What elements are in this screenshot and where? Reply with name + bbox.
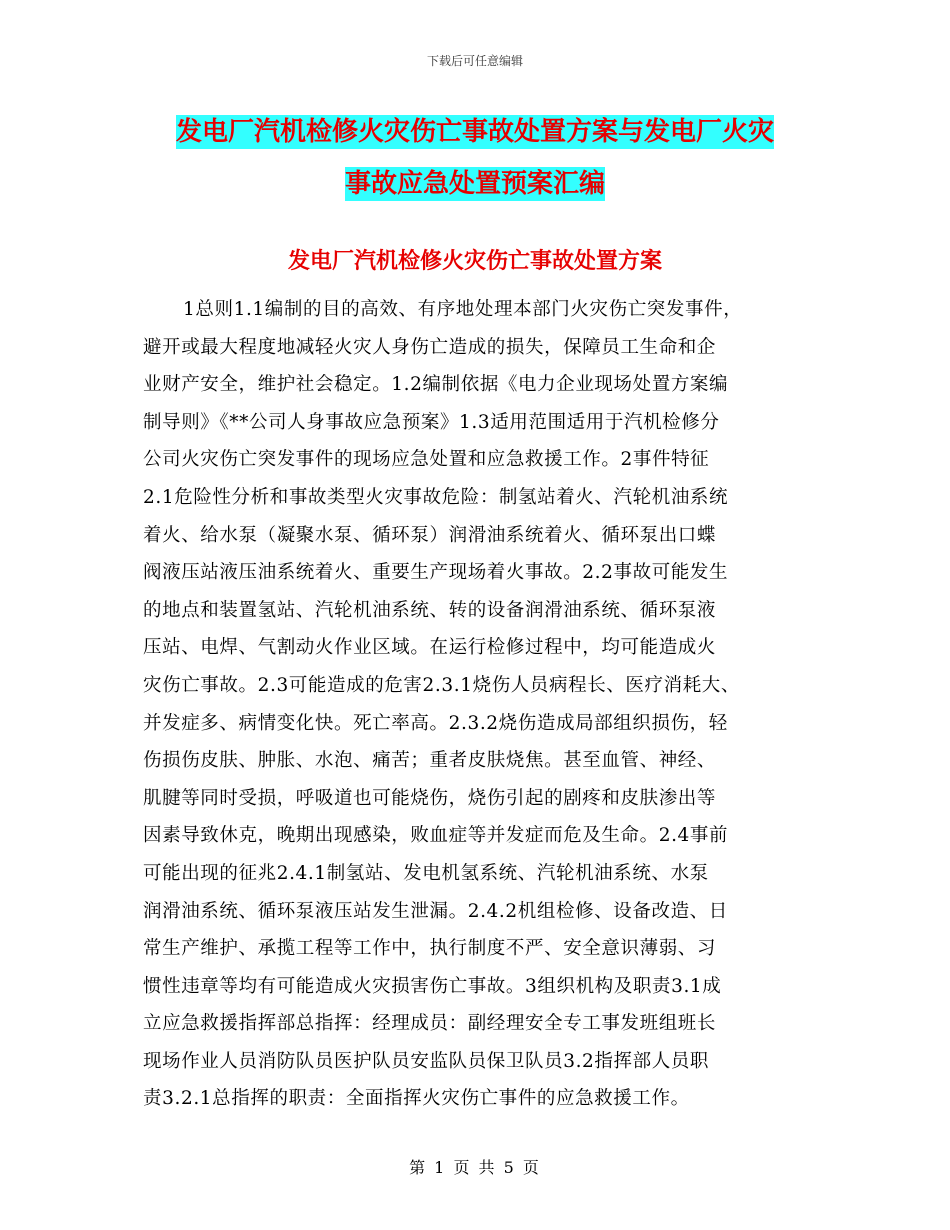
document-title [0,106,950,210]
body-line: 惯性违章等均有可能造成火灾损害伤亡事故。3组织机构及职责3.1成 [143,975,722,997]
body-line: 着火、给水泵（凝聚水泵、循环泵）润滑油系统着火、循环泵出口蝶 [143,524,717,546]
body-line: 制导则》《**公司人身事故应急预案》1.3适用范围适用于汽机检修分 [143,411,720,433]
body-line: 常生产维护、承揽工程等工作中，执行制度不严、安全意识薄弱、习 [143,938,717,960]
document-title-line-2: 事故应急处置预案汇编 [344,169,605,199]
page-footer: 第 1 页 共 5 页 [409,1158,541,1177]
document-title-line-1: 发电厂汽机检修火灾伤亡事故处置方案与发电厂火灾 [175,117,774,147]
section-title: 发电厂汽机检修火灾伤亡事故处置方案 [287,249,662,274]
body-line: 伤损伤皮肤、肿胀、水泡、痛苦；重者皮肤烧焦。甚至血管、神经、 [143,750,717,772]
body-line: 可能出现的征兆2.4.1制氢站、发电机氢系统、汽轮机油系统、水泵 [143,862,709,884]
body-line: 责3.2.1总指挥的职责：全面指挥火灾伤亡事件的应急救援工作。 [143,1088,690,1110]
body-line: 1总则1.1编制的目的高效、有序地处理本部门火灾伤亡突发事件， [183,299,743,320]
body-line: 避开或最大程度地减轻火灾人身伤亡造成的损失，保障员工生命和企 [143,336,717,358]
body-line: 公司火灾伤亡突发事件的现场应急处置和应急救援工作。2事件特征 [143,449,710,471]
body-line: 润滑油系统、循环泵液压站发生泄漏。2.4.2机组检修、设备改造、日 [143,900,728,922]
body-line: 并发症多、病情变化快。死亡率高。2.3.2烧伤造成局部组织损伤，轻 [143,712,728,734]
body-line: 2.1危险性分析和事故类型火灾事故危险：制氢站着火、汽轮机油系统 [143,486,729,508]
body-line: 阀液压站液压油系统着火、重要生产现场着火事故。2.2事故可能发生 [143,562,729,584]
body-line: 灾伤亡事故。2.3可能造成的危害2.3.1烧伤人员病程长、医疗消耗大、 [143,674,740,696]
body-line: 业财产安全，维护社会稳定。1.2编制依据《电力企业现场处置方案编 [143,374,729,396]
body-line: 的地点和装置氢站、汽轮机油系统、转的设备润滑油系统、循环泵液 [143,599,717,621]
body-line: 现场作业人员消防队员医护队员安监队员保卫队员3.2指挥部人员职 [143,1050,710,1072]
header-note: 下载后可任意编辑 [426,54,523,68]
body-line: 压站、电焊、气割动火作业区域。在运行检修过程中，均可能造成火 [143,637,717,659]
body-line: 立应急救援指挥部总指挥：经理成员：副经理安全专工事发班组班长 [143,1013,717,1035]
body-line: 因素导致休克，晚期出现感染，败血症等并发症而危及生命。2.4事前 [143,825,729,847]
body-text [143,291,819,1118]
body-line: 肌腱等同时受损，呼吸道也可能烧伤，烧伤引起的剧疼和皮肤渗出等 [143,787,717,809]
